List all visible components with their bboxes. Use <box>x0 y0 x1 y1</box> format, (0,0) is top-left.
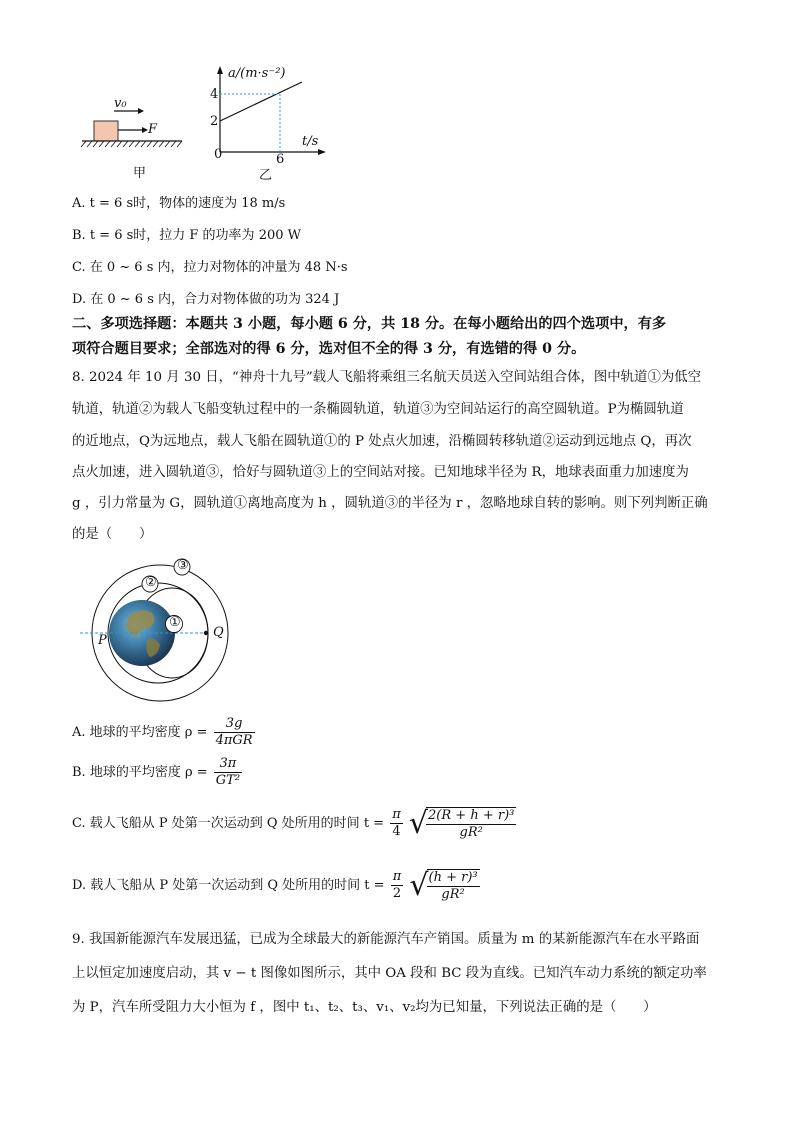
q8-option-b-fraction <box>214 756 242 789</box>
figure-jia <box>76 88 188 178</box>
q8-stem-line4: 点火加速，进入圆轨道③，恰好与圆轨道③上的空间站对接。已知地球半径为 R，地球表面重力加速度为 <box>72 465 689 480</box>
caption-yi: 乙 <box>259 168 273 183</box>
q8-option-b <box>72 756 244 789</box>
q9-stem-line3: 为 P，汽车所受阻力大小恒为 f ，图中 t₁、t₂、t₃、v₁、v₂均为已知量，下列说法正确的是（ ） <box>72 1000 657 1015</box>
q9-stem-line2: 上以恒定加速度启动，其 v − t 图像如图所示，其中 OA 段和 BC 段为直线。已知汽车动力系统的额定功率 <box>72 966 707 981</box>
point-p-label: P <box>98 633 107 648</box>
q8-option-d-numerator: π <box>392 869 402 884</box>
q8-option-a-denominator: 4πGR <box>215 733 253 748</box>
q7-option-b: B. t = 6 s时，拉力 F 的功率为 200 W <box>72 228 301 243</box>
q8-option-d-sqrt-icon: √ <box>409 868 429 903</box>
q8-option-c-numerator: π <box>392 807 401 822</box>
q8-option-b-numerator: 3π <box>214 756 242 773</box>
q8-option-a <box>72 716 257 749</box>
q8-option-c-sqrt-icon: √ <box>408 806 429 841</box>
graph-tick-6: 6 <box>276 152 285 167</box>
q8-option-d-text: D. 载人飞船从 P 处第一次运动到 Q 处所用的时间 t = <box>72 878 385 893</box>
velocity-label: v₀ <box>114 96 127 111</box>
point-q-label: Q <box>213 625 224 640</box>
q8-option-d-radicand <box>427 869 480 903</box>
orbit-1-label: ① <box>169 615 181 630</box>
q8-option-c-radicand-numerator: 2(R + h + r)³ <box>428 807 515 823</box>
q8-option-c-text: C. 载人飞船从 P 处第一次运动到 Q 处所用的时间 t = <box>72 816 385 831</box>
section2-instructions-line2: 项符合题目要求；全部选对的得 6 分，选对但不全的得 3 分，有选错的得 0 分。 <box>72 341 586 357</box>
q8-option-c-radicand <box>426 807 516 841</box>
q8-option-d-radicand-numerator: (h + r)³ <box>428 869 478 885</box>
q8-option-c <box>72 806 518 841</box>
graph-tick-0: 0 <box>214 147 223 162</box>
q8-option-d <box>72 868 482 903</box>
q7-option-a: A. t = 6 s时，物体的速度为 18 m/s <box>72 196 286 211</box>
orbit-3-label: ③ <box>177 558 189 573</box>
q8-option-a-text: A. 地球的平均密度 ρ = <box>72 725 208 740</box>
graph-tick-4: 4 <box>210 87 219 102</box>
q7-option-d: D. 在 0 ~ 6 s 内，合力对物体做的功为 324 J <box>72 292 340 307</box>
q8-stem-line3: 的近地点，Q为远地点，载人飞船在圆轨道①的 P 处点火加速，沿椭圆转移轨道②运动到远地点 Q，再次 <box>72 434 692 449</box>
graph-x-axis-label: t/s <box>302 134 319 149</box>
q9-stem-line1: 9. 我国新能源汽车发展迅猛，已成为全球最大的新能源汽车产销国。质量为 m 的某新能源汽车在水平路面 <box>72 932 700 947</box>
q8-option-a-numerator: 3g <box>214 716 255 733</box>
q8-stem-line1: 8. 2024 年 10 月 30 日，“神舟十九号”载人飞船将乘组三名航天员送入空间站组合体，图中轨道①为低空 <box>72 370 702 385</box>
graph-tick-2: 2 <box>210 114 219 129</box>
q8-stem-line5: g ，引力常量为 G，圆轨道①离地高度为 h ，圆轨道③的半径为 r ，忽略地球自转的影响。则下列判断正确 <box>72 496 708 511</box>
q8-stem-line2: 轨道，轨道②为载人飞船变轨过程中的一条椭圆轨道，轨道③为空间站运行的高空圆轨道。P为椭圆轨道 <box>72 402 684 417</box>
caption-jia: 甲 <box>133 166 147 181</box>
q8-option-a-fraction <box>214 716 255 749</box>
q8-option-c-fraction <box>390 807 403 840</box>
graph-y-axis-label: a/(m·s⁻²) <box>228 66 286 81</box>
orbit-2-label: ② <box>145 575 157 590</box>
q8-option-d-radicand-denominator: gR² <box>441 886 465 902</box>
q8-stem-line6: 的是（ ） <box>72 527 153 542</box>
q8-option-c-denominator: 4 <box>392 824 401 839</box>
q8-option-c-radicand-denominator: gR² <box>459 824 483 840</box>
q8-option-b-text: B. 地球的平均密度 ρ = <box>72 765 208 780</box>
section2-instructions-line1: 二、多项选择题：本题共 3 小题，每小题 6 分，共 18 分。在每小题给出的四个选项中，有多 <box>72 316 667 332</box>
q8-option-d-denominator: 2 <box>392 886 402 901</box>
q8-option-b-denominator: GT² <box>215 773 241 788</box>
q7-option-c: C. 在 0 ~ 6 s 内，拉力对物体的冲量为 48 N·s <box>72 260 348 275</box>
force-label: F <box>148 122 158 137</box>
q8-option-d-fraction <box>391 869 404 902</box>
